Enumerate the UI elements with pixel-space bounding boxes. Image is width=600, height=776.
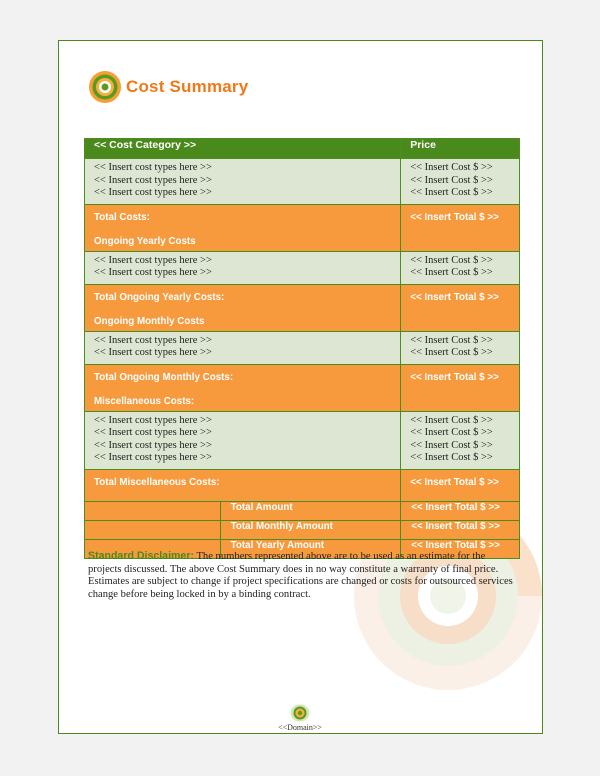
- cost-type-cell: [85, 411, 401, 469]
- summary-value: << Insert Total $ >>: [401, 520, 520, 539]
- disclaimer-label: Standard Disclaimer:: [88, 550, 194, 562]
- page-footer: [0, 704, 600, 732]
- cost-price-cell: [401, 159, 520, 205]
- table-row-total-costs: [85, 204, 520, 251]
- footer-domain: <<Domain>>: [278, 723, 322, 732]
- cost-price-cell: [401, 331, 520, 364]
- summary-value: << Insert Total $ >>: [401, 501, 520, 520]
- section-heading-misc: Miscellaneous Costs:: [94, 395, 195, 407]
- total-misc-value: << Insert Total $ >>: [401, 469, 520, 501]
- cost-type-item: << Insert cost types here >>: [94, 427, 212, 438]
- cost-type-item: << Insert cost types here >>: [94, 187, 212, 198]
- section-heading-monthly: Ongoing Monthly Costs: [94, 315, 205, 327]
- cost-type-cell: [85, 159, 401, 205]
- cost-type-item: << Insert cost types here >>: [94, 439, 212, 451]
- summary-row-monthly-amount: [85, 520, 520, 539]
- cost-type-item: << Insert cost types here >>: [94, 267, 212, 278]
- header-cost-category: << Cost Category >>: [85, 139, 401, 159]
- total-costs-label: Total Costs:: [94, 211, 150, 223]
- table-row-total-misc: [85, 469, 520, 501]
- summary-label: Total Yearly Amount: [220, 539, 401, 558]
- cost-type-item: << Insert cost types here >>: [94, 334, 212, 346]
- table-row-misc-costs: [85, 411, 520, 469]
- table-row-total-yearly: [85, 284, 520, 331]
- header-logo: [88, 70, 248, 104]
- disclaimer-text: The numbers represented above are to be used as an estimate for the projects discussed. The above Cost Summary does in no way constitute a warranty of final price. Estimates are subject to change if project specifications are changed or costs for outsourced services change before being locked in by a binding contract.: [88, 551, 513, 600]
- concentric-rings-icon: [290, 704, 310, 722]
- table-row-yearly-costs: [85, 251, 520, 284]
- total-misc-label: Total Miscellaneous Costs:: [85, 469, 401, 501]
- total-monthly-value: << Insert Total $ >>: [401, 364, 520, 411]
- cost-price-item: << Insert Cost $ >>: [410, 414, 493, 426]
- concentric-rings-icon: [88, 70, 122, 104]
- total-yearly-value: << Insert Total $ >>: [401, 284, 520, 331]
- summary-blank-cell: [85, 520, 221, 539]
- cost-type-cell: [85, 331, 401, 364]
- cost-type-item: << Insert cost types here >>: [94, 452, 212, 463]
- table-row-monthly-costs: [85, 331, 520, 364]
- cost-price-item: << Insert Cost $ >>: [410, 452, 493, 463]
- header-price: Price: [401, 139, 520, 159]
- cost-price-cell: [401, 411, 520, 469]
- cost-type-cell: [85, 251, 401, 284]
- summary-label: Total Monthly Amount: [220, 520, 401, 539]
- cost-price-item: << Insert Cost $ >>: [410, 254, 493, 266]
- summary-label: Total Amount: [220, 501, 401, 520]
- cost-summary-table: [84, 138, 520, 559]
- cost-price-item: << Insert Cost $ >>: [410, 162, 493, 173]
- cost-price-item: << Insert Cost $ >>: [410, 267, 493, 278]
- cost-price-item: << Insert Cost $ >>: [410, 334, 493, 346]
- cost-price-item: << Insert Cost $ >>: [410, 347, 493, 358]
- total-label-cell: [85, 364, 401, 411]
- table-header-row: [85, 139, 520, 159]
- table-row-total-monthly: [85, 364, 520, 411]
- standard-disclaimer: [88, 550, 520, 601]
- table-row-initial-costs: [85, 159, 520, 205]
- cost-price-item: << Insert Cost $ >>: [410, 174, 493, 186]
- cost-type-item: << Insert cost types here >>: [94, 254, 212, 266]
- total-label-cell: [85, 204, 401, 251]
- cost-price-item: << Insert Cost $ >>: [410, 427, 493, 438]
- cost-price-item: << Insert Cost $ >>: [410, 187, 493, 198]
- summary-row-total-amount: [85, 501, 520, 520]
- cost-type-item: << Insert cost types here >>: [94, 174, 212, 186]
- cost-type-item: << Insert cost types here >>: [94, 414, 212, 426]
- cost-type-item: << Insert cost types here >>: [94, 162, 212, 173]
- total-monthly-label: Total Ongoing Monthly Costs:: [94, 371, 234, 383]
- total-label-cell: [85, 284, 401, 331]
- cost-price-cell: [401, 251, 520, 284]
- total-costs-value: << Insert Total $ >>: [401, 204, 520, 251]
- section-heading-yearly: Ongoing Yearly Costs: [94, 235, 196, 247]
- cost-price-item: << Insert Cost $ >>: [410, 439, 493, 451]
- cost-type-item: << Insert cost types here >>: [94, 347, 212, 358]
- page-title: Cost Summary: [126, 77, 249, 96]
- summary-blank-cell: [85, 501, 221, 520]
- total-yearly-label: Total Ongoing Yearly Costs:: [94, 291, 225, 303]
- summary-value: << Insert Total $ >>: [401, 539, 520, 558]
